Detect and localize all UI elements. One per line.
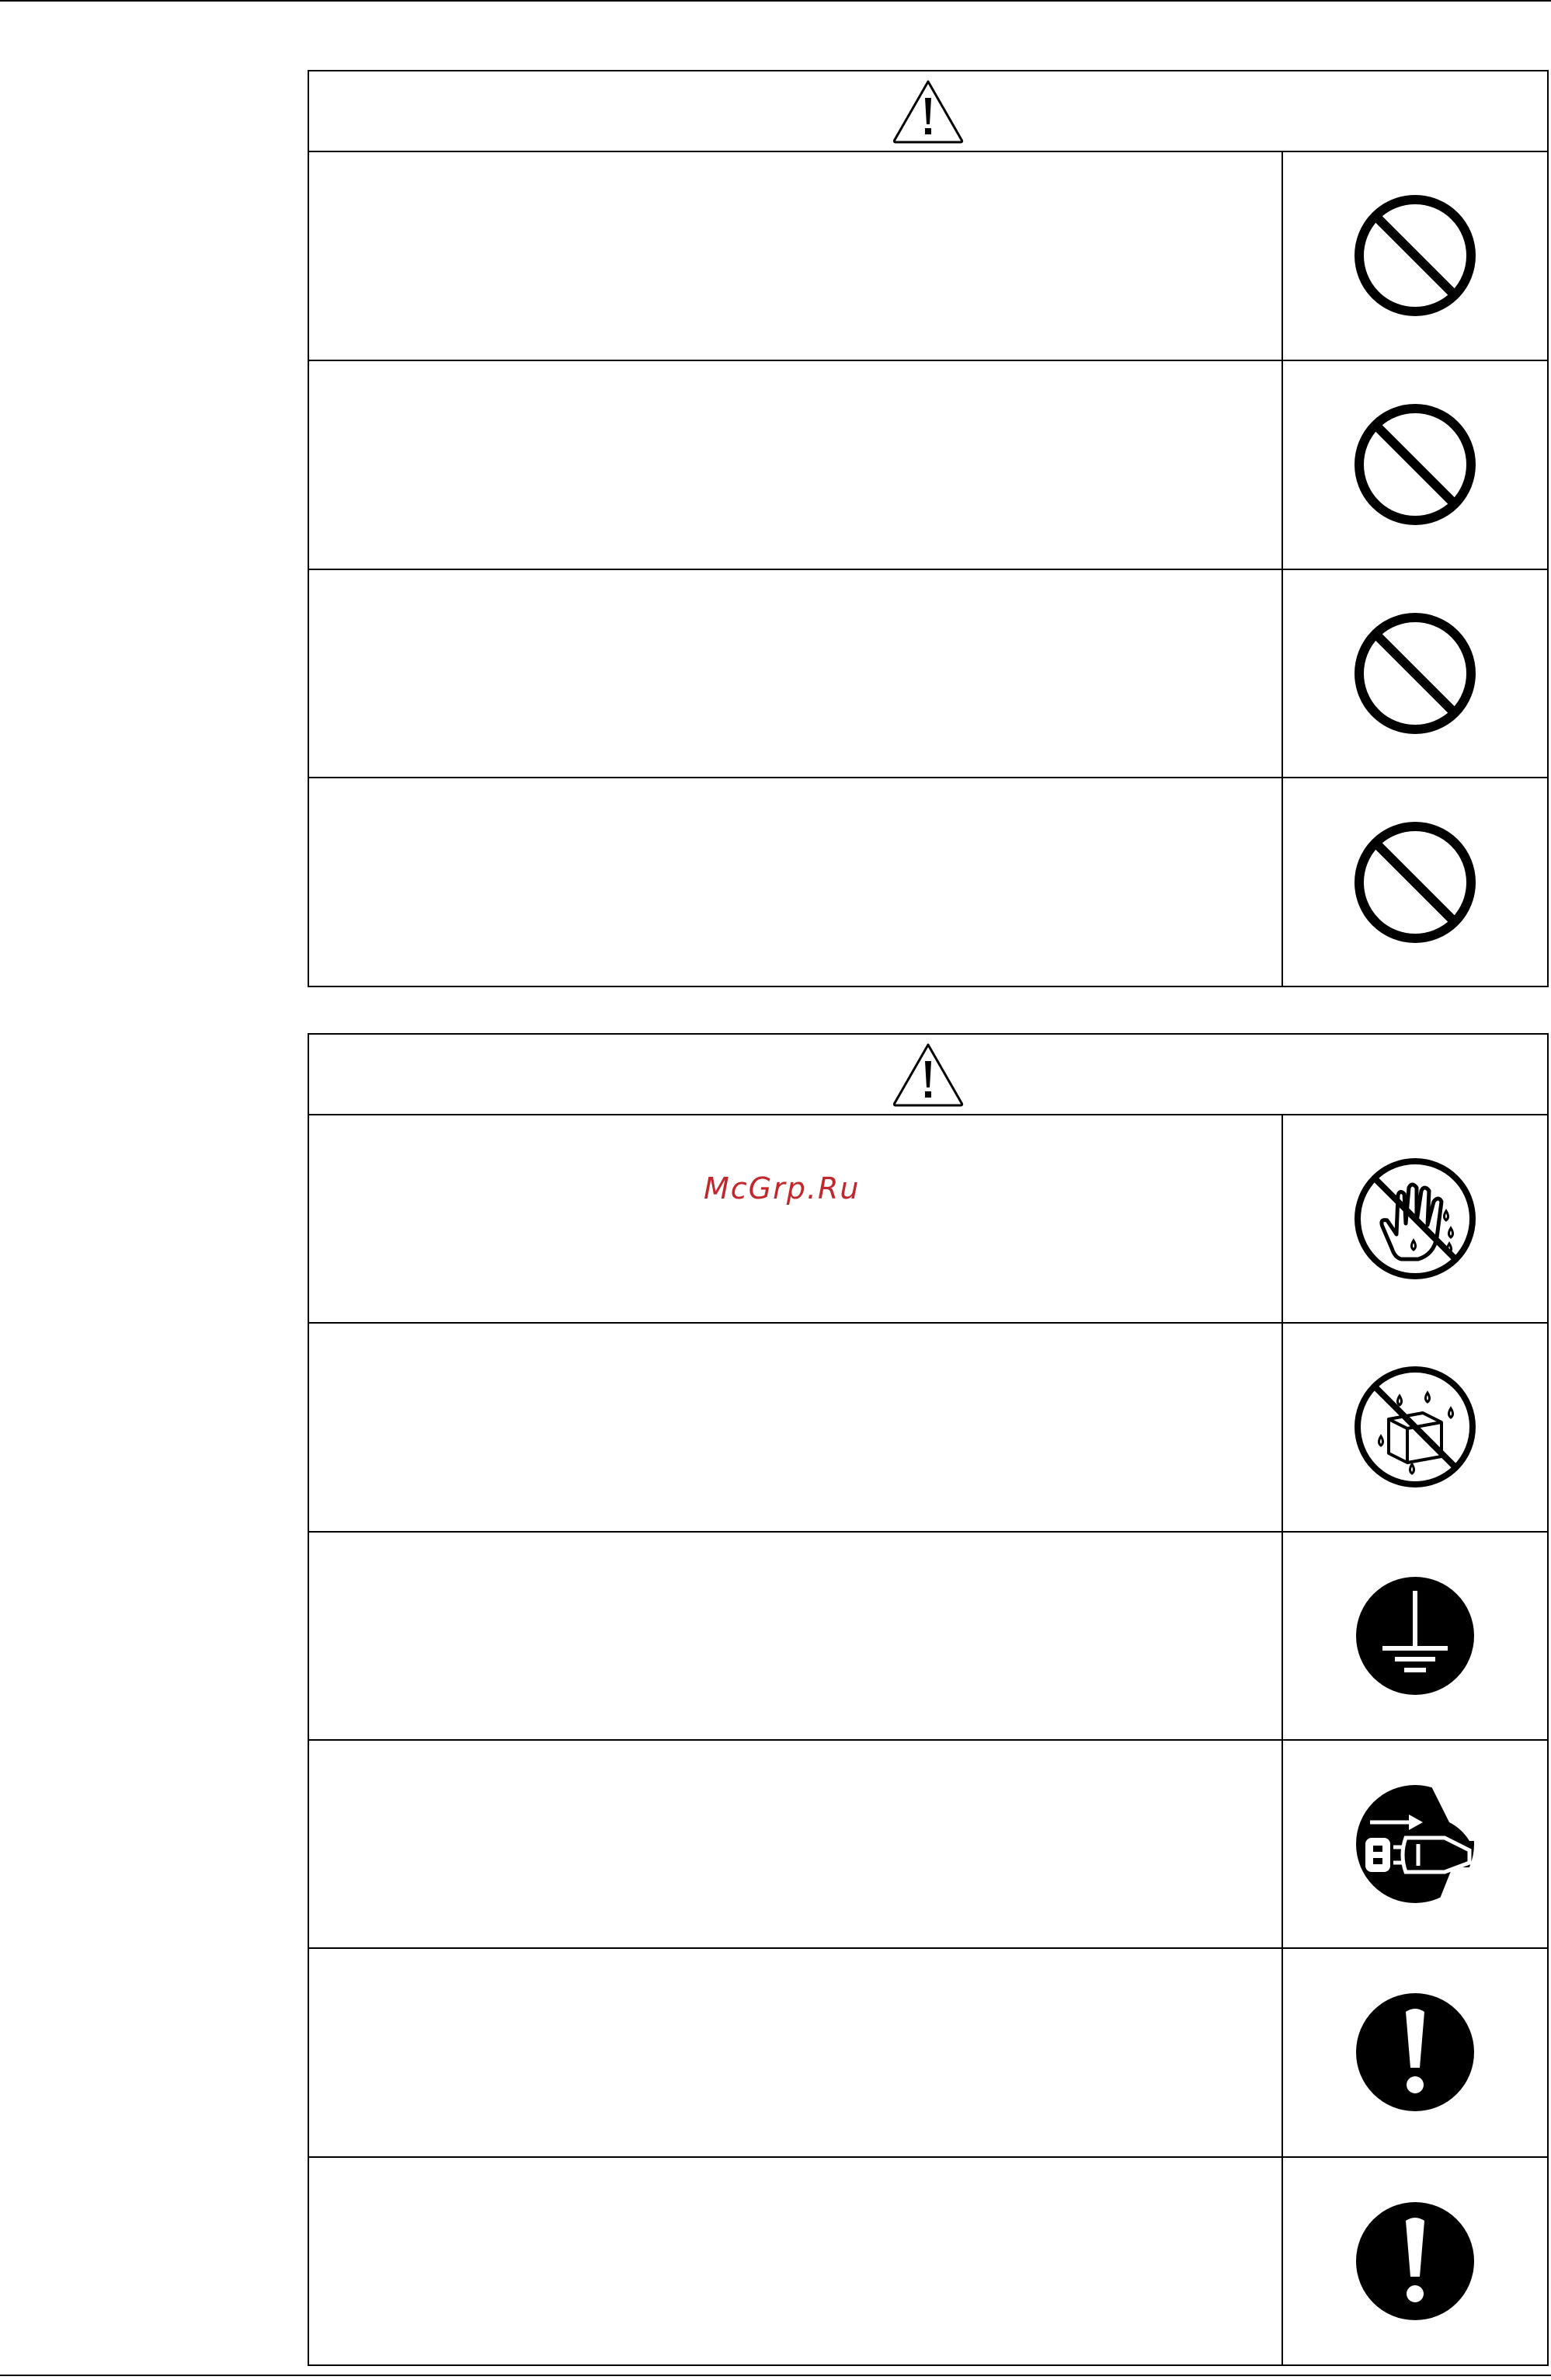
row-text-cell [309,361,1283,569]
warning-triangle-icon [891,78,965,144]
row-icon-cell [1283,570,1547,778]
row-icon-cell [1283,1741,1547,1947]
ground-connection-icon [1353,1574,1477,1698]
prohibition-icon [1353,402,1477,527]
panel-1-row-4 [309,778,1547,986]
warning-panel-1 [308,70,1549,987]
row-icon-cell [1283,778,1547,986]
row-text-cell [309,778,1283,986]
row-icon-cell [1283,1533,1547,1739]
row-text-cell [309,1533,1283,1739]
panel-2-row-2 [309,1324,1547,1532]
no-water-exposure-icon [1353,1365,1477,1489]
prohibition-icon [1353,193,1477,318]
warning-panel-2 [308,1033,1549,2366]
warning-triangle-icon [891,1041,965,1108]
panel-2-header [309,1035,1547,1115]
row-text-cell [309,2158,1283,2364]
prohibition-icon [1353,611,1477,736]
row-text-cell [309,1949,1283,2156]
mandatory-action-icon [1353,1990,1477,2114]
panel-1-row-1 [309,152,1547,361]
unplug-power-icon [1353,1782,1477,1906]
panel-1-header [309,71,1547,152]
panel-2-row-5 [309,1949,1547,2157]
row-icon-cell [1283,1949,1547,2156]
bottom-rule [0,2375,1551,2376]
row-text-cell [309,570,1283,778]
row-icon-cell [1283,1324,1547,1530]
row-text-cell [309,1324,1283,1530]
watermark-text: McGrp.Ru [704,1171,861,1206]
panel-2-row-1 [309,1115,1547,1324]
panel-2-row-3 [309,1533,1547,1741]
top-rule [0,0,1551,2]
row-text-cell [309,1741,1283,1947]
row-text-cell [309,152,1283,360]
panel-1-row-3 [309,570,1547,779]
row-icon-cell [1283,361,1547,569]
panel-1-row-2 [309,361,1547,570]
panel-2-row-6 [309,2158,1547,2364]
panel-2-row-4 [309,1741,1547,1949]
row-icon-cell [1283,152,1547,360]
no-wet-hands-icon [1353,1157,1477,1281]
row-icon-cell [1283,2158,1547,2364]
prohibition-icon [1353,820,1477,945]
mandatory-action-icon [1353,2199,1477,2323]
row-icon-cell [1283,1115,1547,1322]
row-text-cell [309,1115,1283,1322]
